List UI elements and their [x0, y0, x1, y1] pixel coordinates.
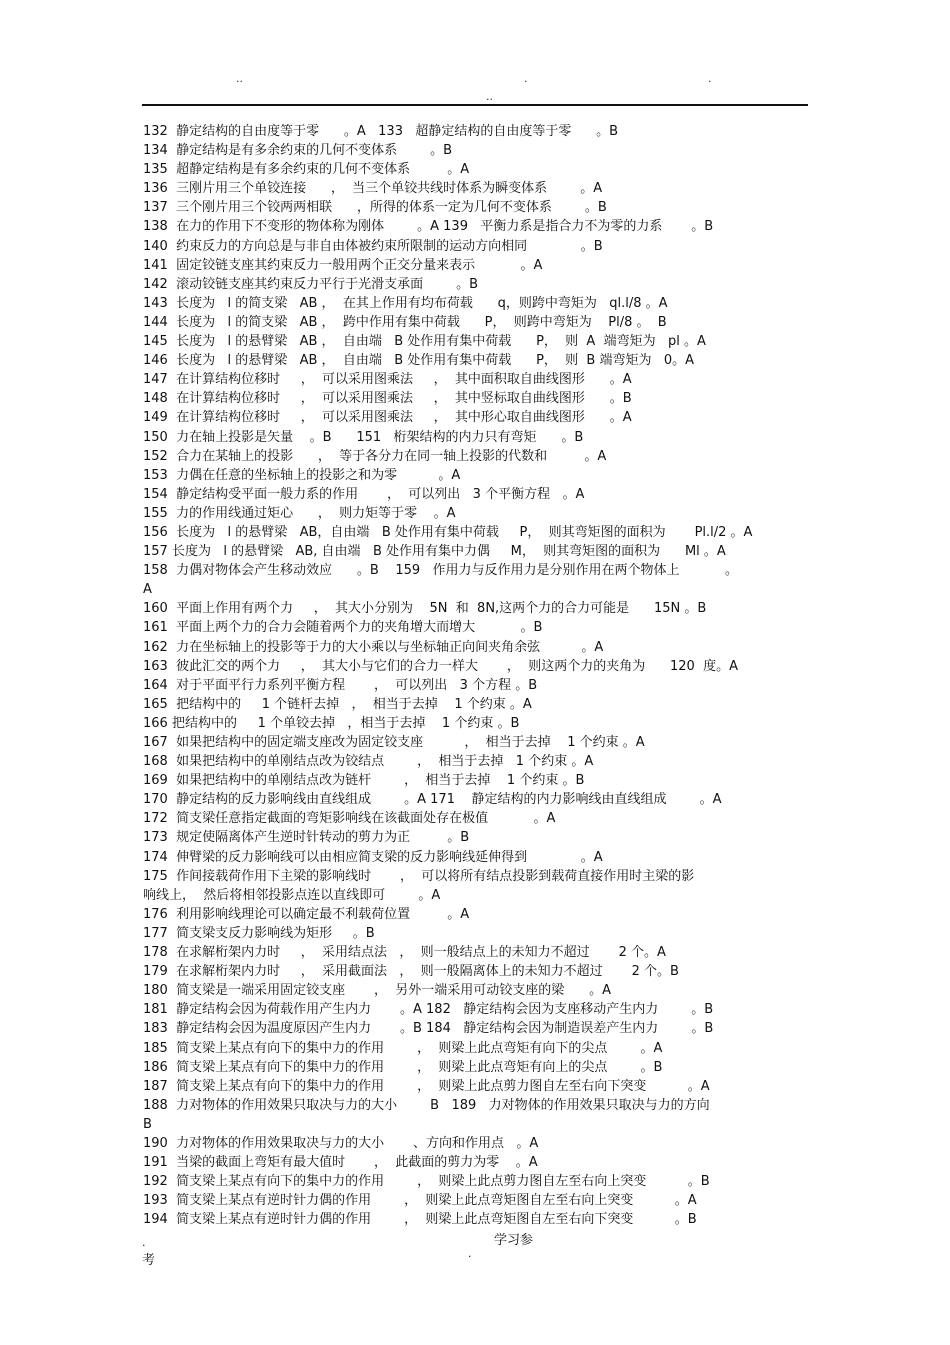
- question-list: [143, 122, 813, 1229]
- question-line: 164 对于平面平行力系列平衡方程 ， 可以列出 3 个方程 。B: [143, 677, 538, 693]
- question-line: 146 长度为 l 的悬臂梁 AB ， 自由端 B 处作用有集中荷载 P， 则 B 端弯矩为 0。A: [143, 353, 695, 369]
- question-line: 191 当梁的截面上弯矩有最大值时 ， 此截面的剪力为零 。A: [143, 1155, 538, 1171]
- question-line: B: [143, 1116, 152, 1132]
- footer-right-dot: .: [468, 1247, 472, 1260]
- question-line: 185 简支梁上某点有向下的集中力的作用 ， 则梁上此点弯矩有向下的尖点 。A: [143, 1040, 663, 1056]
- question-line: 177 简支梁支反力影响线为矩形 。B: [143, 925, 375, 941]
- footer-left-dot: .: [142, 1236, 146, 1249]
- question-line: 152 合力在某轴上的投影 ， 等于各分力在同一轴上投影的代数和 。A: [143, 448, 607, 464]
- question-line: 176 利用影响线理论可以确定最不利载荷位置 。A: [143, 906, 470, 922]
- question-line: 179 在求解桁架内力时 ， 采用截面法 ， 则一般隔离体上的未知力不超过 2 个。B: [143, 964, 679, 980]
- question-line: 147 在计算结构位移时 ， 可以采用图乘法 ， 其中面积取自曲线图形 。A: [143, 372, 632, 388]
- question-line: 138 在力的作用下不变形的物体称为刚体 。A 139 平衡力系是指合力不为零的力系 。B: [143, 219, 714, 235]
- question-line: 178 在求解桁架内力时 ， 采用结点法 ， 则一般结点上的未知力不超过 2 个。A: [143, 945, 666, 961]
- question-line: 181 静定结构会因为荷载作用产生内力 。A 182 静定结构会因为支座移动产生内力 。B: [143, 1002, 714, 1018]
- question-line: 167 如果把结构中的固定端支座改为固定铰支座 ， 相当于去掉 1 个约束 。A: [143, 735, 645, 750]
- header-rule: [142, 104, 808, 106]
- question-line: 145 长度为 l 的悬臂梁 AB ， 自由端 B 处作用有集中荷载 P， 则 A 端弯矩为 pl 。A: [143, 334, 706, 350]
- header-dot-3: .: [708, 72, 712, 85]
- question-line: 140 约束反力的方向总是与非自由体被约束所限制的运动方向相同 。B: [143, 238, 603, 254]
- question-line: 154 静定结构受平面一般力系的作用 ， 可以列出 3 个平衡方程 。A: [143, 486, 585, 502]
- question-line: 193 简支梁上某点有逆时针力偶的作用 ， 则梁上此点弯矩图自左至右向上突变 。A: [143, 1193, 697, 1209]
- question-line: 192 简支梁上某点有向下的集中力的作用 ， 则梁上此点剪力图自左至右向上突变 。B: [143, 1174, 710, 1190]
- question-line: 172 简支梁任意指定截面的弯矩影响线在该截面处存在极值 。A: [143, 811, 556, 827]
- question-line: 137 三个刚片用三个铰两两相联 ，所得的体系一定为几何不变体系 。B: [143, 200, 607, 216]
- question-line: 187 简支梁上某点有向下的集中力的作用 ， 则梁上此点剪力图自左至右向下突变 。A: [143, 1078, 710, 1094]
- footer-center-text: 学习参: [494, 1233, 534, 1248]
- question-line: 173 规定使隔离体产生逆时针转动的剪力为正 。B: [143, 830, 470, 846]
- question-line: 160 平面上作用有两个力 ， 其大小分别为 5N 和 8N,这两个力的合力可能是 15N 。B: [143, 601, 707, 617]
- question-line: 141 固定铰链支座其约束反力一般用两个正交分量来表示 。A: [143, 257, 543, 273]
- question-line: 170 静定结构的反力影响线由直线组成 。A 171 静定结构的内力影响线由直线组成 。A: [143, 792, 722, 808]
- question-line: 响线上， 然后将相邻投影点连以直线即可 。A: [143, 887, 441, 903]
- question-line: 143 长度为 l 的简支梁 AB ， 在其上作用有均布荷载 q，则跨中弯矩为 ql.l/8 。A: [143, 295, 668, 311]
- question-line: 134 静定结构是有多余约束的几何不变体系 。B: [143, 143, 453, 159]
- question-line: 183 静定结构会因为温度原因产生内力 。B 184 静定结构会因为制造误差产生内力 。B: [143, 1021, 714, 1037]
- question-line: 142 滚动铰链支座其约束反力平行于光滑支承面 。B: [143, 276, 479, 292]
- question-line: 157 长度为 l 的悬臂梁 AB, 自由端 B 处作用有集中力偶 M， 则其弯矩图的面积为 Ml 。A: [143, 544, 726, 560]
- question-line: 163 彼此汇交的两个力 ， 其大小与它们的合力一样大 ， 则这两个力的夹角为 120 度。A: [143, 658, 738, 674]
- header-dot-1: ..: [236, 72, 243, 85]
- question-line: 180 简支梁是一端采用固定铰支座 ， 另外一端采用可动铰支座的梁 。A: [143, 983, 611, 999]
- question-line: 153 力偶在任意的坐标轴上的投影之和为零 。A: [143, 467, 461, 483]
- question-line: 132 静定结构的自由度等于零 。A 133 超静定结构的自由度等于零 。B: [143, 124, 619, 139]
- question-line: 135 超静定结构是有多余约束的几何不变体系 。A: [143, 162, 470, 178]
- question-line: 166 把结构中的 1 个单铰去掉 ，相当于去掉 1 个约束 。B: [143, 715, 520, 731]
- question-line: 175 作间接载荷作用下主梁的影响线时 ， 可以将所有结点投影到载荷直接作用时主梁的影: [143, 868, 695, 884]
- question-line: 186 简支梁上某点有向下的集中力的作用 ， 则梁上此点弯矩有向上的尖点 。B: [143, 1059, 663, 1075]
- question-line: 149 在计算结构位移时 ， 可以采用图乘法 ， 其中形心取自曲线图形 。A: [143, 410, 632, 426]
- question-line: 161 平面上两个力的合力会随着两个力的夹角增大而增大 。B: [143, 620, 543, 636]
- question-line: 188 力对物体的作用效果只取决与力的大小 B 189 力对物体的作用效果只取决与力的方向: [143, 1097, 710, 1113]
- footer-left-text: 考: [142, 1253, 156, 1268]
- header-dot-2: .: [524, 72, 528, 85]
- question-line: 156 长度为 l 的悬臂梁 AB，自由端 B 处作用有集中荷载 P， 则其弯矩图的面积为 Pl.l/2 。A: [143, 524, 753, 540]
- question-line: 174 伸臂梁的反力影响线可以由相应简支梁的反力影响线延伸得到 。A: [143, 849, 603, 865]
- question-line: 165 把结构中的 1 个链杆去掉 ， 相当于去掉 1 个约束 。A: [143, 696, 532, 712]
- question-line: 136 三刚片用三个单铰连接 ， 当三个单铰共线时体系为瞬变体系 。A: [143, 181, 603, 197]
- question-line: 155 力的作用线通过矩心 ， 则力矩等于零 。A: [143, 505, 456, 521]
- header-dot-4: ..: [486, 90, 493, 103]
- question-line: A: [143, 582, 152, 598]
- question-line: 150 力在轴上投影是矢量 。B 151 桁架结构的内力只有弯矩 。B: [143, 429, 584, 445]
- question-line: 190 力对物体的作用效果取决与力的大小 、方向和作用点 。A: [143, 1135, 539, 1151]
- question-line: 144 长度为 l 的简支梁 AB ， 跨中作用有集中荷载 P， 则跨中弯矩为 Pl/8 。 B: [143, 314, 667, 330]
- question-line: 169 如果把结构中的单刚结点改为链杆 ， 相当于去掉 1 个约束 。B: [143, 773, 585, 789]
- question-line: 168 如果把结构中的单刚结点改为铰结点 ， 相当于去掉 1 个约束 。A: [143, 754, 594, 770]
- question-line: 148 在计算结构位移时 ， 可以采用图乘法 ， 其中竖标取自曲线图形 。B: [143, 391, 632, 407]
- question-line: 194 简支梁上某点有逆时针力偶的作用 ， 则梁上此点弯矩图自左至右向下突变 。B: [143, 1212, 697, 1228]
- question-line: 158 力偶对物体会产生移动效应 。B 159 作用力与反作用力是分别作用在两个物体上 。: [143, 563, 738, 579]
- question-line: 162 力在坐标轴上的投影等于力的大小乘以与坐标轴正向间夹角余弦 。A: [143, 639, 604, 655]
